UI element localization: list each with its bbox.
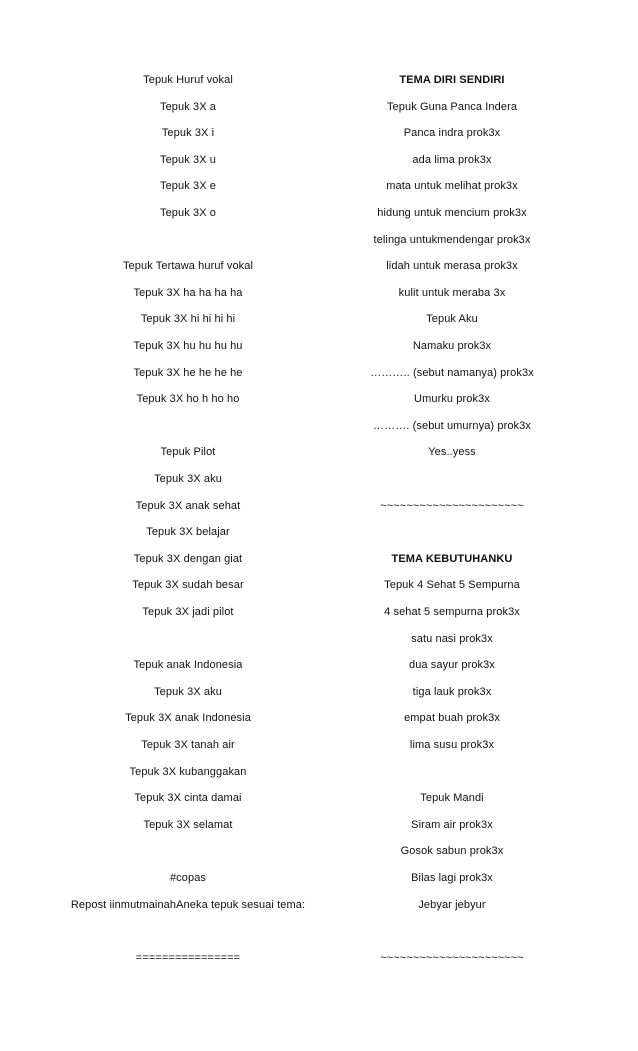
left-column-line: Tepuk Tertawa huruf vokal	[122, 260, 254, 273]
left-column-line: Tepuk 3X belajar	[146, 526, 230, 539]
right-column-line: Yes..yess	[428, 446, 476, 459]
left-column-line: Tepuk 3X cinta damai	[134, 792, 242, 805]
left-column-line: Tepuk 3X a	[159, 100, 217, 113]
left-column-line: Tepuk 3X he he he he	[133, 366, 243, 379]
right-column-line: 4 sehat 5 sempurna prok3x	[384, 606, 520, 618]
left-column-line: Tepuk 3X ho h ho ho	[136, 393, 240, 406]
left-column-line: Tepuk 3X ha ha ha ha	[133, 286, 243, 299]
left-column-line: Tepuk 3X dengan giat	[133, 552, 243, 565]
left-column-line: Tepuk anak Indonesia	[133, 659, 243, 672]
right-column-line: dua sayur prok3x	[409, 659, 495, 672]
right-column-line: Panca indra prok3x	[403, 127, 501, 140]
left-column-line: Tepuk 3X tanah air	[141, 739, 235, 751]
right-column-line: Namaku prok3x	[412, 340, 492, 352]
left-column-line: Tepuk 3X o	[159, 207, 217, 219]
right-column-line: Jebyar jebyur	[418, 898, 486, 911]
right-column-line: Umurku prok3x	[414, 393, 490, 406]
right-column-line: ~~~~~~~~~~~~~~~~~~~~~~	[380, 951, 524, 964]
right-column-line: Tepuk Aku	[426, 313, 478, 326]
right-column-line: Tepuk Guna Panca Indera	[386, 100, 518, 113]
right-column-line: satu nasi prok3x	[411, 632, 493, 645]
left-column-line: #copas	[169, 872, 207, 884]
left-column-line: Tepuk 3X anak sehat	[135, 499, 241, 512]
right-column-line: ~~~~~~~~~~~~~~~~~~~~~~	[380, 499, 524, 512]
right-column-line: Gosok sabun prok3x	[400, 845, 504, 858]
right-column-line: TEMA KEBUTUHANKU	[391, 552, 513, 565]
right-column-line: Tepuk Mandi	[420, 792, 484, 805]
right-column-line: lidah untuk merasa prok3x	[386, 260, 518, 273]
right-column-line: telinga untukmendengar prok3x	[373, 233, 531, 246]
left-column-line: Tepuk 3X hi hi hi hi	[140, 313, 236, 326]
right-column-line: Tepuk 4 Sehat 5 Sempurna	[384, 579, 520, 592]
left-column-line: Tepuk Pilot	[160, 446, 216, 459]
left-column-line: Tepuk 3X u	[159, 153, 217, 166]
right-column-line: empat buah prok3x	[404, 712, 500, 725]
right-column-line: ……….. (sebut namanya) prok3x	[370, 366, 534, 379]
left-column-line: Tepuk 3X sudah besar	[132, 579, 244, 592]
right-column-line: Bilas lagi prok3x	[411, 872, 493, 884]
left-column-line: Tepuk 3X kubanggakan	[129, 765, 247, 778]
left-column-line: Tepuk 3X aku	[154, 473, 222, 485]
right-column-line: Siram air prok3x	[411, 818, 493, 831]
left-column-line: Tepuk 3X e	[159, 180, 217, 193]
left-column-line: ================	[135, 951, 241, 964]
right-column-line: ………. (sebut umurnya) prok3x	[373, 419, 531, 432]
left-column-line: Tepuk 3X jadi pilot	[142, 606, 234, 618]
right-column-line: ada lima prok3x	[412, 153, 492, 166]
left-column-line: Tepuk 3X hu hu hu hu	[133, 340, 243, 352]
right-column-line: hidung untuk mencium prok3x	[377, 207, 527, 219]
right-column-line: lima susu prok3x	[409, 739, 495, 751]
left-column-line: Tepuk 3X i	[161, 127, 215, 140]
right-column-line: kulit untuk meraba 3x	[398, 286, 506, 299]
right-column-line: mata untuk melihat prok3x	[386, 180, 518, 193]
left-column-line: Tepuk 3X anak Indonesia	[125, 712, 251, 725]
left-column-line: Repost iinmutmainahAneka tepuk sesuai tema:	[70, 898, 306, 911]
left-column-line: Tepuk 3X aku	[154, 685, 222, 698]
left-column-line: Tepuk Huruf vokal	[143, 74, 233, 86]
left-column-line: Tepuk 3X selamat	[143, 818, 233, 831]
right-column-line: TEMA DIRI SENDIRI	[399, 74, 505, 86]
right-column-line: tiga lauk prok3x	[412, 685, 492, 698]
